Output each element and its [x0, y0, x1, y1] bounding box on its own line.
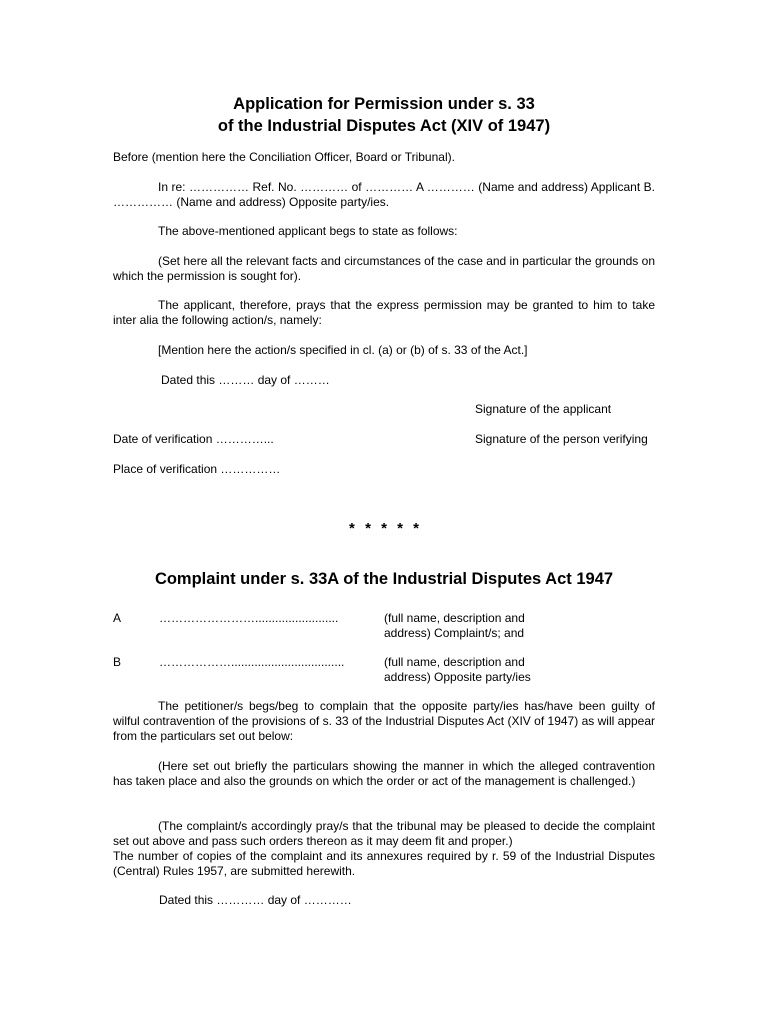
- here-set-out-paragraph: (Here set out briefly the particulars showing the manner in which the alleged contravention has taken place and also the grounds on which the order or act of the management is challenged.): [113, 759, 655, 788]
- party-a-blank: …………………….........................: [159, 611, 339, 625]
- place-of-verification: Place of verification ……………: [113, 462, 281, 476]
- party-a-desc-line-1: (full name, description and: [384, 611, 525, 625]
- section-separator: [113, 521, 655, 536]
- complaint-title: Complaint under s. 33A of the Industrial Disputes Act 1947: [154, 570, 614, 588]
- signature-of-applicant: Signature of the applicant: [475, 402, 612, 416]
- separator-star: *: [381, 520, 387, 537]
- party-a-desc-line-2: address) Complaint/s; and: [384, 626, 525, 640]
- application-title-line-1: Application for Permission under s. 33: [233, 95, 535, 113]
- set-here-paragraph: (Set here all the relevant facts and circumstances of the case and in particular the grounds on which the permission is sought for).: [113, 254, 655, 283]
- date-of-verification: Date of verification …………...: [113, 432, 274, 446]
- complaint-dated-line: Dated this ………… day of …………: [159, 893, 352, 907]
- party-b-desc-line-1: (full name, description and: [384, 655, 525, 669]
- signature-of-person-verifying: Signature of the person verifying: [475, 432, 648, 446]
- application-dated-line: Dated this ……… day of ………: [161, 373, 330, 387]
- separator-star: *: [397, 520, 403, 537]
- separator-star: *: [413, 520, 419, 537]
- accordingly-paragraph: (The complaint/s accordingly pray/s that the tribunal may be pleased to decide the complaint set out above and pass such orders thereon as it may deem fit and proper.): [113, 819, 655, 848]
- begs-paragraph: The above-mentioned applicant begs to state as follows:: [158, 224, 458, 238]
- prays-paragraph: The applicant, therefore, prays that the express permission may be granted to him to take inter alia the following action/s, namely:: [113, 298, 655, 327]
- application-title-line-2: of the Industrial Disputes Act (XIV of 1947): [217, 117, 551, 135]
- party-b-blank: ………………..................................: [159, 655, 345, 669]
- party-b-letter: B: [113, 655, 122, 669]
- party-a-letter: A: [113, 611, 122, 625]
- in-re-paragraph: In re: …………… Ref. No. ………… of ………… A ………… (Name and address) Applicant B. …………… (Name and address) Opposite party/ies.: [113, 180, 655, 209]
- petitioner-paragraph: The petitioner/s begs/beg to complain that the opposite party/ies has/have been guilty of wilful contravention of the provisions of s. 33 of the Industrial Disputes Act (XIV of 1947) as will appear from the particulars set out below:: [113, 699, 655, 743]
- copies-paragraph: The number of copies of the complaint and its annexures required by r. 59 of the Industrial Disputes (Central) Rules 1957, are submitted herewith.: [113, 849, 655, 878]
- separator-star: *: [349, 520, 355, 537]
- party-b-desc-line-2: address) Opposite party/ies: [384, 670, 531, 684]
- separator-star: *: [365, 520, 371, 537]
- before-paragraph: Before (mention here the Conciliation Officer, Board or Tribunal).: [113, 150, 455, 164]
- mention-paragraph: [Mention here the action/s specified in cl. (a) or (b) of s. 33 of the Act.]: [158, 343, 528, 357]
